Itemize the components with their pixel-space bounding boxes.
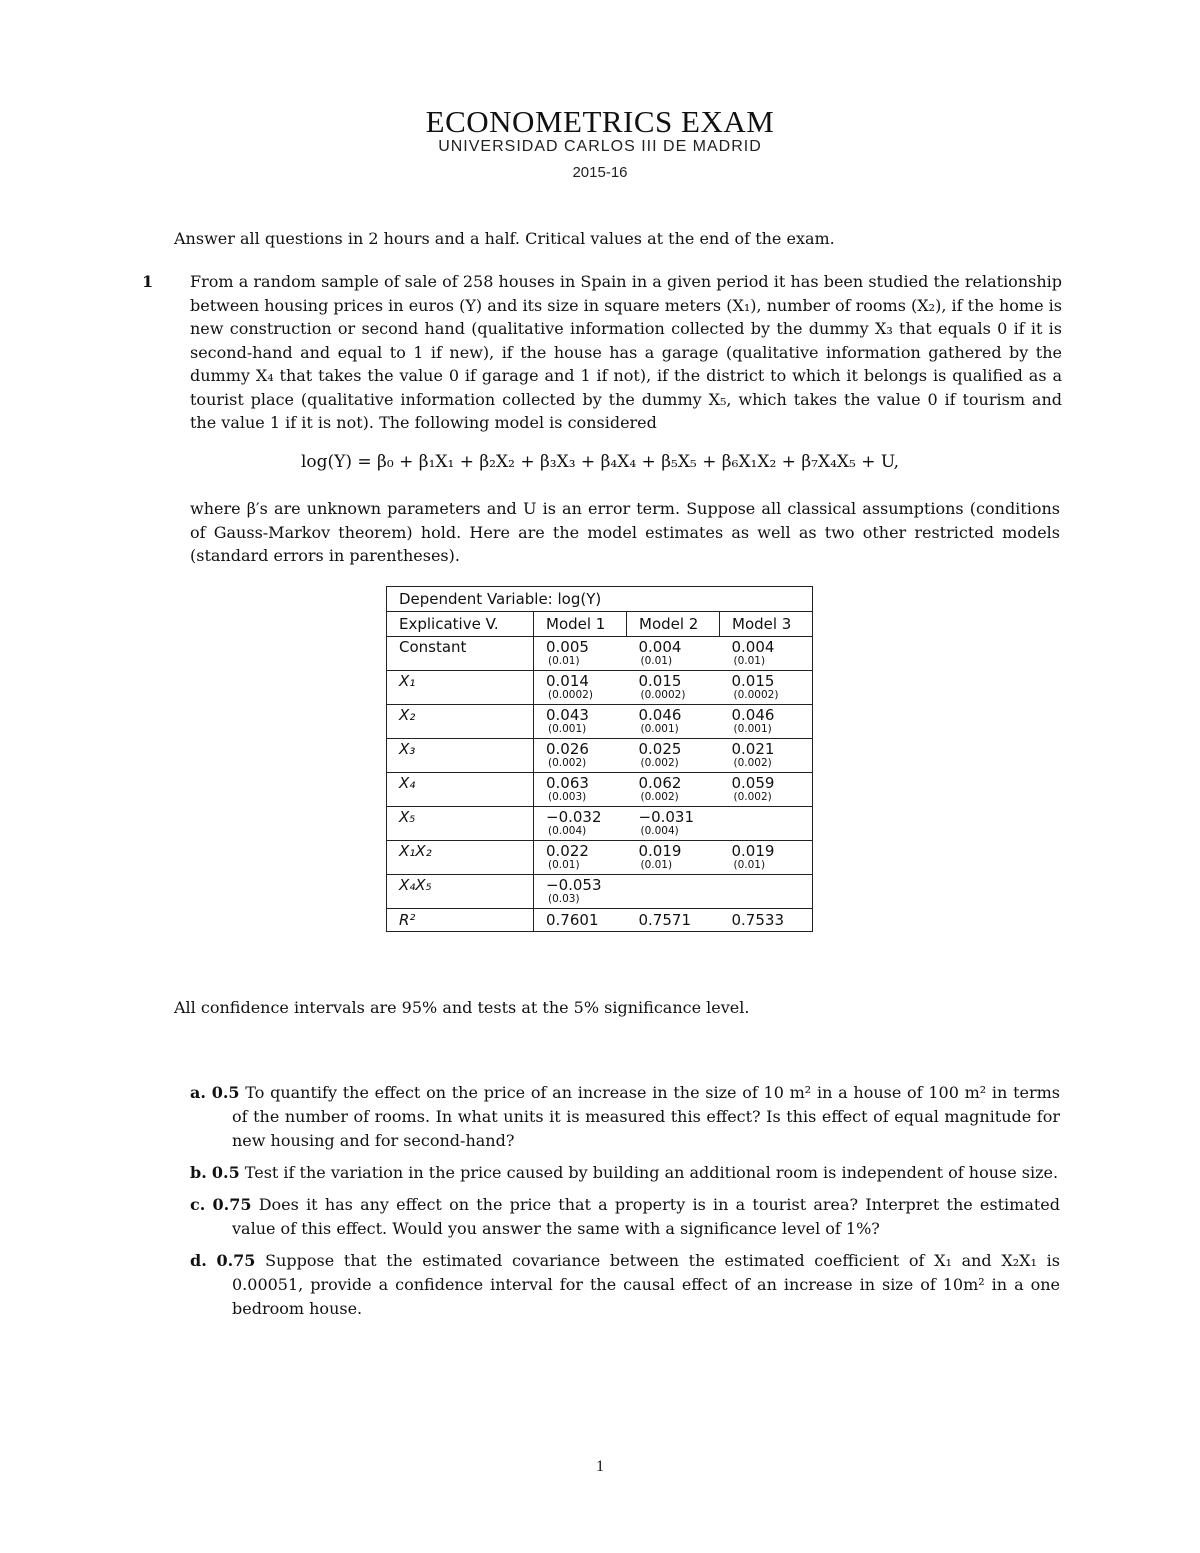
table-row [387,841,813,875]
standard-error: (0.004) [640,825,679,837]
dependent-variable-header: Dependent Variable: log(Y) [387,587,813,612]
standard-error [732,825,813,840]
standard-error: (0.002) [733,757,772,769]
coefficient-value: 0.022 [546,842,589,860]
standard-error: (0.0002) [548,689,593,701]
coefficient-value: 0.004 [731,638,775,656]
model-2-header: Model 2 [627,612,720,637]
part-points: 0.5 [211,1083,240,1102]
coefficient-cell [627,705,720,739]
standard-error: (0.0002) [640,689,686,701]
question-part [190,1193,1060,1241]
coefficient-cell [720,807,813,841]
coefficient-cell [720,637,813,671]
coefficient-cell [627,875,720,909]
standard-error: (0.01) [640,859,673,871]
coefficient-cell [627,671,720,705]
coefficient-cell [534,875,627,909]
variable-name: Constant [387,637,534,671]
standard-error: (0.01) [733,655,766,667]
standard-error: (0.002) [640,791,679,803]
coefficient-cell [720,841,813,875]
part-text: Suppose that the estimated covariance between the estimated coefficient of X₁ and X₂X₁ is 0.00051, provide a confidence interval for the causal effect of an increase in size of 10m² in a one bedroom house. [232,1251,1060,1318]
coefficient-cell [534,739,627,773]
table-row [387,671,813,705]
standard-error: (0.002) [548,757,587,769]
coefficient-value: 0.015 [638,672,682,690]
coefficient-value: 0.015 [731,672,775,690]
exam-instructions: Answer all questions in 2 hours and a half. Critical values at the end of the exam. [174,229,835,248]
coefficient-cell [720,705,813,739]
standard-error: (0.002) [733,791,772,803]
standard-error: (0.01) [548,655,580,667]
confidence-note: All confidence intervals are 95% and tests at the 5% significance level. [174,998,750,1017]
model-description: where β′s are unknown parameters and U is an error term. Suppose all classical assumptions (conditions of Gauss-Markov theorem) hold. Here are the model estimates as well as two other restricted models (standard errors in parentheses). [190,499,1060,565]
table-row [387,705,813,739]
coefficient-cell [534,841,627,875]
standard-error: (0.01) [733,859,766,871]
model-equation: log(Y) = β₀ + β₁X₁ + β₂X₂ + β₃X₃ + β₄X₄ + β₅X₅ + β₆X₁X₂ + β₇X₄X₅ + U, [300,452,900,472]
coefficient-cell [534,637,627,671]
coefficient-value [639,875,720,893]
coefficient-value: 0.019 [638,842,682,860]
part-letter: b. [190,1163,207,1182]
part-points: 0.5 [211,1163,240,1182]
page-title: ECONOMETRICS EXAM [425,104,775,139]
table-row [387,637,813,671]
coefficient-value: −0.053 [546,876,602,894]
coefficient-cell [627,739,720,773]
standard-error: (0.003) [548,791,587,803]
standard-error: (0.001) [548,723,587,735]
r-squared-value: 0.7533 [720,909,813,932]
coefficient-value: 0.019 [731,842,775,860]
standard-error [639,893,720,908]
r-squared-value: 0.7601 [534,909,627,932]
coefficient-cell [534,773,627,807]
variable-name: X₁ [387,671,534,705]
coefficient-cell [720,875,813,909]
coefficient-value: 0.026 [546,740,589,758]
standard-error: (0.001) [640,723,679,735]
coefficient-value: 0.004 [638,638,682,656]
coefficient-value: −0.031 [638,808,695,826]
academic-year: 2015-16 [572,164,628,181]
coefficient-cell [534,807,627,841]
standard-error: (0.01) [640,655,673,667]
question-parts [190,1081,1060,1329]
variable-name: X₅ [387,807,534,841]
table-row [387,739,813,773]
part-text: Does it has any effect on the price that a property is in a tourist area? Interpret the estimated value of this effect. Would you answer the same with a significance level of 1%? [232,1195,1061,1238]
coefficient-cell [627,807,720,841]
page-number: 1 [596,1458,604,1475]
part-letter: c. [190,1195,206,1214]
model-3-header: Model 3 [720,612,813,637]
coefficient-value: 0.043 [546,706,589,724]
coefficient-value: 0.062 [638,774,682,792]
question-part [190,1249,1060,1321]
table-row [387,807,813,841]
standard-error: (0.004) [548,825,587,837]
model-1-header: Model 1 [534,612,627,637]
question-1 [142,270,1062,435]
coefficient-value: 0.005 [546,638,589,656]
variable-name: X₃ [387,739,534,773]
standard-error [732,893,813,908]
explicative-header: Explicative V. [387,612,534,637]
standard-error: (0.002) [640,757,679,769]
part-points: 0.75 [212,1195,252,1214]
coefficient-cell [627,773,720,807]
coefficient-value: 0.046 [731,706,775,724]
coefficient-value: 0.021 [731,740,775,758]
coefficient-cell [720,671,813,705]
question-intro: From a random sample of sale of 258 houses in Spain in a given period it has been studied the relationship between housing prices in euros (Y) and its size in square meters (X₁), number of rooms (X₂), if the home is new construction or second hand (qualitative information collected by the dummy X₃ that equals 0 if it is second-hand and equal to 1 if new), if the house has a garage (qualitative information gathered by the dummy X₄ that takes the value 0 if garage and 1 if not), if the district to which it belongs is qualified as a tourist place (qualitative information collected by the dummy X₅, which takes the value 0 if tourism and the value 1 if it is not). The following model is considered [190,272,1062,432]
table-row [387,875,813,909]
coefficient-cell [627,637,720,671]
r-squared-label: R² [387,909,534,932]
question-part [190,1081,1060,1153]
standard-error: (0.0002) [733,689,779,701]
regression-table [386,586,813,932]
coefficient-cell [720,773,813,807]
question-number: 1 [142,272,154,291]
coefficient-value: 0.014 [546,672,589,690]
coefficient-cell [534,705,627,739]
part-points: 0.75 [216,1251,256,1270]
variable-name: X₁X₂ [387,841,534,875]
variable-name: X₂ [387,705,534,739]
coefficient-value [732,807,813,825]
question-part [190,1161,1060,1185]
standard-error: (0.01) [548,859,580,871]
standard-error: (0.03) [548,893,580,905]
standard-error: (0.001) [733,723,772,735]
coefficient-value: 0.025 [638,740,682,758]
coefficient-value: −0.032 [546,808,602,826]
part-letter: a. [190,1083,206,1102]
coefficient-value: 0.063 [546,774,589,792]
part-text: Test if the variation in the price caused by building an additional room is independent of house size. [244,1163,1059,1182]
coefficient-value: 0.059 [731,774,775,792]
part-letter: d. [190,1251,207,1270]
variable-name: X₄X₅ [387,875,534,909]
coefficient-value [732,875,813,893]
r-squared-row [387,909,813,932]
table-row [387,773,813,807]
variable-name: X₄ [387,773,534,807]
coefficient-cell [534,671,627,705]
part-text: To quantify the effect on the price of an increase in the size of 10 m² in a house of 100 m² in terms of the number of rooms. In what units it is measured this effect? Is this effect of equal magnitude for new housing and for second-hand? [232,1083,1061,1150]
coefficient-cell [627,841,720,875]
coefficient-value: 0.046 [638,706,682,724]
coefficient-cell [720,739,813,773]
university-name: UNIVERSIDAD CARLOS III DE MADRID [438,138,762,155]
r-squared-value: 0.7571 [627,909,720,932]
